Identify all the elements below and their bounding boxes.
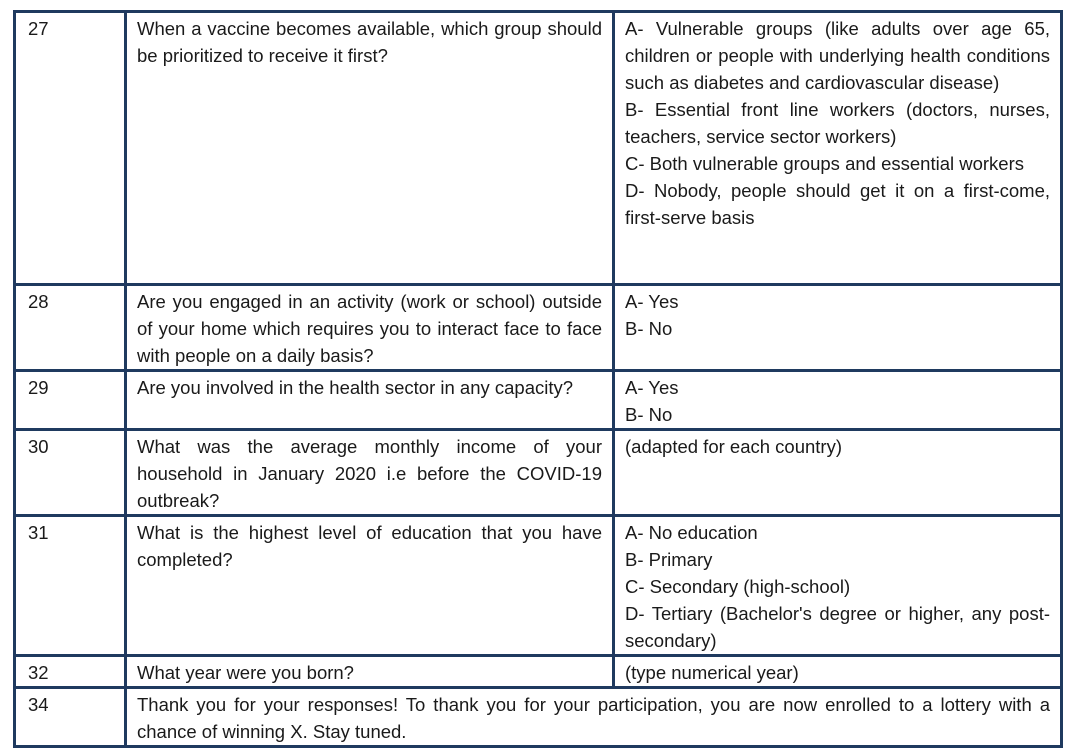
answer-option: (adapted for each country) (625, 436, 842, 457)
table-row (15, 285, 1062, 371)
answer-options (614, 371, 1062, 430)
question-text: Are you engaged in an activity (work or school) outside of your home which requires you to interact face to face with people on a daily basis? (126, 285, 614, 371)
answer-option: A- Vulnerable groups (like adults over age 65, children or people with underlying health conditions such as diabetes and cardiovascular disease) (625, 18, 1050, 93)
question-text: What year were you born? (126, 656, 614, 688)
answer-option: C- Both vulnerable groups and essential workers (625, 153, 1024, 174)
question-number: 28 (15, 285, 126, 371)
question-text: What is the highest level of education that you have completed? (126, 516, 614, 656)
question-number: 31 (15, 516, 126, 656)
answer-options (614, 285, 1062, 371)
question-text: What was the average monthly income of your household in January 2020 i.e before the COVID-19 outbreak? (126, 430, 614, 516)
table-row (15, 688, 1062, 747)
table-row (15, 516, 1062, 656)
answer-option: A- No education (625, 522, 758, 543)
answer-option: (type numerical year) (625, 662, 799, 683)
answer-options (614, 12, 1062, 285)
answer-option: B- No (625, 318, 673, 339)
question-number: 30 (15, 430, 126, 516)
answer-option: D- Nobody, people should get it on a first-come, first-serve basis (625, 180, 1050, 228)
answer-option: B- Essential front line workers (doctors, nurses, teachers, service sector workers) (625, 99, 1050, 147)
question-number: 27 (15, 12, 126, 285)
answer-option: A- Yes (625, 291, 679, 312)
question-number: 32 (15, 656, 126, 688)
table-row (15, 430, 1062, 516)
question-number: 34 (15, 688, 126, 747)
closing-message: Thank you for your responses! To thank you for your participation, you are now enrolled to a lottery with a chance of winning X. Stay tuned. (126, 688, 1062, 747)
answer-option: A- Yes (625, 377, 679, 398)
table-row (15, 12, 1062, 285)
table-row (15, 656, 1062, 688)
question-text: Are you involved in the health sector in any capacity? (126, 371, 614, 430)
answer-option: B- No (625, 404, 673, 425)
survey-table (13, 10, 1063, 748)
answer-options (614, 516, 1062, 656)
answer-option: B- Primary (625, 549, 713, 570)
question-number: 29 (15, 371, 126, 430)
table-row (15, 371, 1062, 430)
answer-option: D- Tertiary (Bachelor's degree or higher, any post-secondary) (625, 603, 1050, 651)
answer-options (614, 430, 1062, 516)
answer-options (614, 656, 1062, 688)
question-text: When a vaccine becomes available, which group should be prioritized to receive it first? (126, 12, 614, 285)
answer-option: C- Secondary (high-school) (625, 576, 851, 597)
